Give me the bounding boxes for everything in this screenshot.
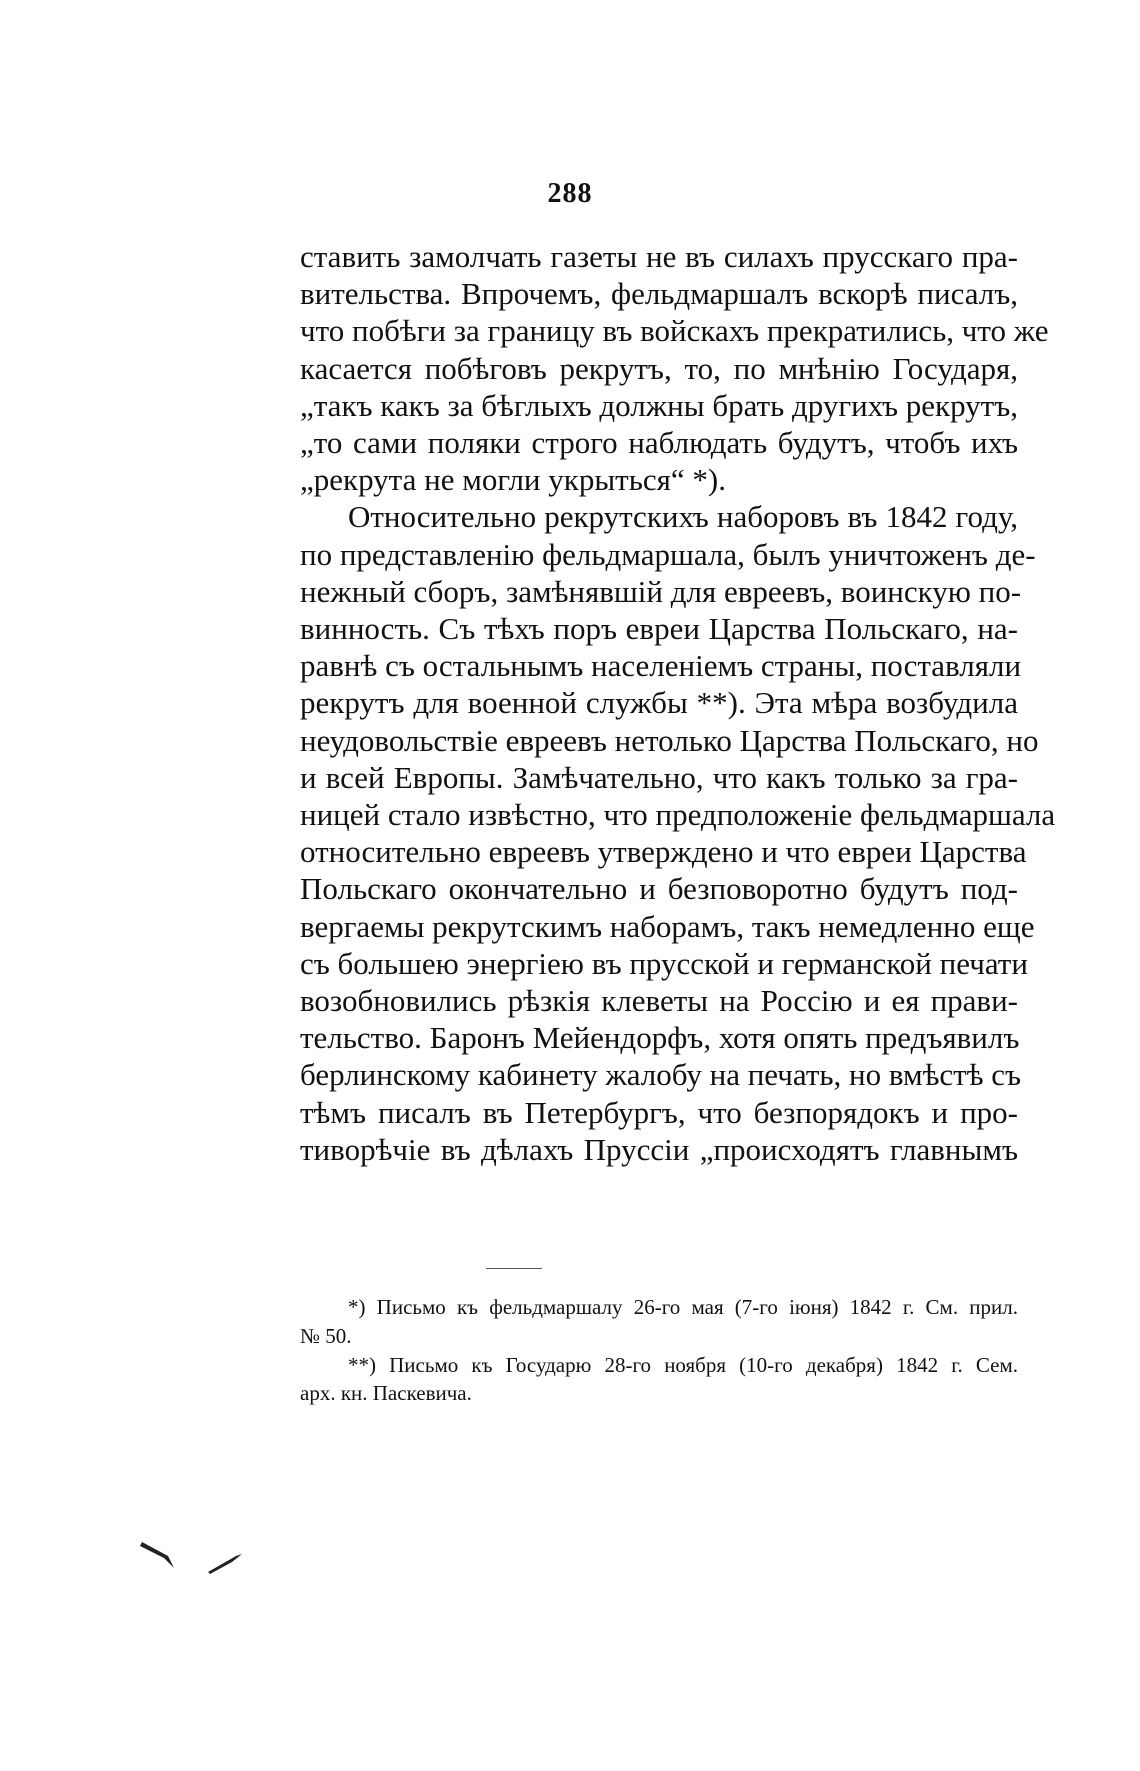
text-line: вергаемы рекрутскимъ наборамъ, такъ немедленно еще bbox=[300, 908, 1035, 944]
text-line: нежный сборъ, замѣнявшій для евреевъ, воинскую по- bbox=[300, 573, 1022, 609]
text-line: вительства. Впрочемъ, фельдмаршалъ вскорѣ писалъ, bbox=[300, 276, 1018, 312]
text-line: неудовольствіе евреевъ нетолько Царства Польскаго, но bbox=[300, 722, 1039, 758]
footnote-divider bbox=[486, 1268, 542, 1269]
text-line: съ большею энергіею въ прусской и германской печати bbox=[300, 945, 1028, 981]
text-line: касается побѣговъ рекрутъ, то, по мнѣнію Государя, bbox=[300, 350, 1018, 386]
text-line: что побѣги за границу въ войскахъ прекратились, что же bbox=[300, 313, 1049, 349]
text-line: ставить замолчать газеты не въ силахъ прусскаго пра- bbox=[300, 239, 1018, 274]
text-line: относительно евреевъ утверждено и что евреи Царства bbox=[300, 834, 1027, 870]
text-line: рекрутъ для военной службы **). Эта мѣра возбудила bbox=[300, 685, 1018, 721]
text-line: „рекрута не могли укрыться“ *). bbox=[300, 462, 726, 498]
footnote-line: арх. кн. Паскевича. bbox=[300, 1381, 472, 1406]
page-number: 288 bbox=[547, 178, 593, 209]
footnote-line: № 50. bbox=[300, 1323, 352, 1348]
text-line: тельство. Баронъ Мейендорфъ, хотя опять предъявилъ bbox=[300, 1020, 1020, 1056]
footnote-line: *) Письмо къ фельдмаршалу 26-го мая (7-го іюня) 1842 г. См. прил. bbox=[348, 1295, 1018, 1319]
text-line: по представленію фельдмаршала, былъ уничтоженъ де- bbox=[300, 536, 1036, 572]
footnotes bbox=[300, 1293, 1018, 1408]
text-line: ницей стало извѣстно, что предположеніе фельдмаршала bbox=[300, 797, 1056, 833]
text-line: „такъ какъ за бѣглыхъ должны брать другихъ рекрутъ, bbox=[300, 387, 1018, 423]
text-line: Относительно рекрутскихъ наборовъ въ 1842 году, bbox=[348, 499, 1018, 535]
text-line: винность. Съ тѣхъ поръ евреи Царства Польскаго, на- bbox=[300, 611, 1018, 647]
text-line: берлинскому кабинету жалобу на печать, но вмѣстѣ съ bbox=[300, 1057, 1022, 1093]
text-line: равнѣ съ остальнымъ населеніемъ страны, поставляли bbox=[300, 648, 1022, 684]
text-line: и всей Европы. Замѣчательно, что какъ только за гра- bbox=[300, 759, 1018, 795]
scan-smudge-mark bbox=[138, 1538, 258, 1578]
body-text bbox=[300, 238, 1056, 1168]
footnote-line: **) Письмо къ Государю 28-го ноября (10-го декабря) 1842 г. Сем. bbox=[348, 1352, 1018, 1377]
text-line: Польскаго окончательно и безповоротно будутъ под- bbox=[300, 871, 1018, 907]
text-line: тиворѣчіе въ дѣлахъ Пруссіи „происходятъ главнымъ bbox=[300, 1131, 1018, 1167]
text-line: тѣмъ писалъ въ Петербургъ, что безпорядокъ и про- bbox=[300, 1094, 1018, 1130]
text-line: „то сами поляки строго наблюдать будутъ, чтобъ ихъ bbox=[300, 425, 1018, 461]
text-line: возобновились рѣзкія клеветы на Россію и ея прави- bbox=[300, 983, 1018, 1019]
